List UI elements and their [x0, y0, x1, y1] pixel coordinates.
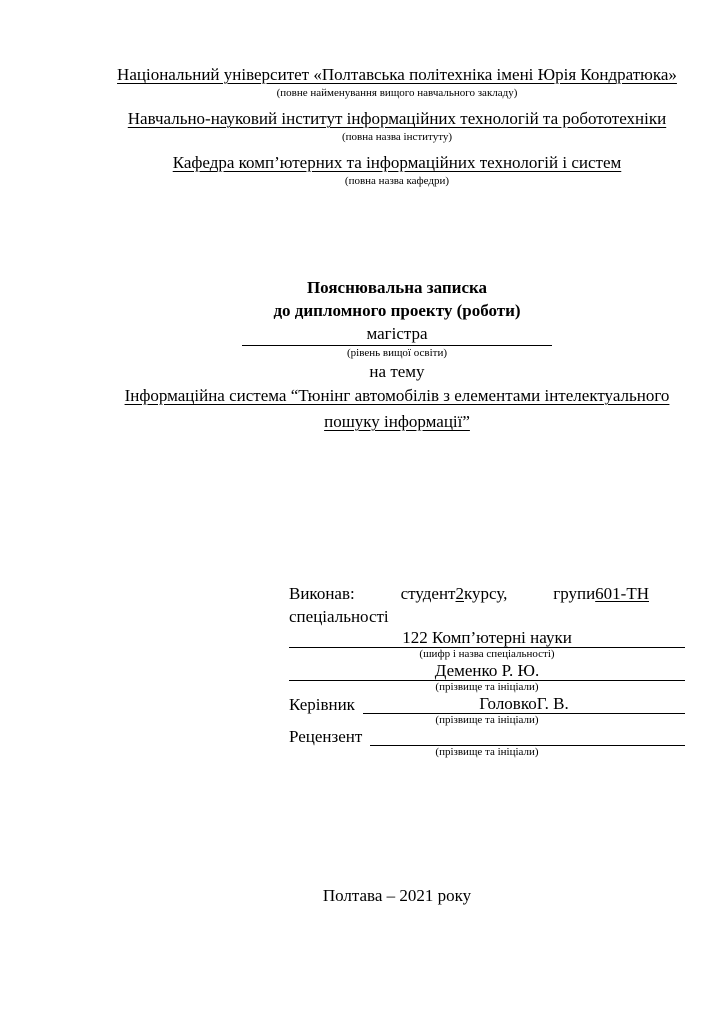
reviewer-caption: (прізвище та ініціали): [435, 746, 539, 758]
specialty-value-line: [289, 628, 685, 648]
group-number: 601-ТН: [595, 584, 649, 603]
reviewer-label: Рецензент: [289, 727, 363, 746]
institution-header: [103, 64, 691, 196]
specialty-caption: (шифр і назва спеціальності): [419, 648, 555, 660]
group: [553, 582, 649, 605]
footer: [103, 884, 691, 907]
university-name: Національний університет «Полтавська політехніка імені Юрія Кондратюка»: [117, 65, 677, 84]
student-label: студент: [400, 584, 456, 603]
university-caption: (повне найменування вищого навчального закладу): [276, 87, 518, 99]
course-suffix: курсу,: [463, 584, 508, 603]
doc-title-line2: до дипломного проекту (роботи): [273, 301, 521, 320]
supervisor-name-line: [363, 694, 685, 714]
student-course: [401, 582, 508, 605]
reviewer-row: [289, 727, 685, 746]
topic-label: на тему: [369, 362, 425, 381]
institute-name: Навчально-науковий інститут інформаційних технологій та робототехніки: [127, 109, 667, 128]
degree-caption: (рівень вищої освіти): [346, 347, 447, 359]
degree-value: магістра: [242, 322, 552, 346]
department-caption: (повна назва кафедри): [344, 175, 450, 187]
executor-line: [289, 582, 649, 605]
department-name: Кафедра комп’ютерних та інформаційних технологій і систем: [172, 153, 622, 172]
supervisor-name: ГоловкоГ. В.: [479, 694, 569, 713]
topic-line1: Інформаційна система “Тюнінг автомобілів з елементами інтелектуального: [124, 386, 670, 405]
title-block: [103, 276, 691, 435]
specialty-value: 122 Комп’ютерні науки: [402, 628, 572, 647]
student-name: Деменко Р. Ю.: [434, 661, 540, 680]
student-name-caption: (прізвище та ініціали): [435, 681, 539, 693]
performed-label: Виконав:: [289, 584, 355, 603]
degree-row: [103, 322, 691, 346]
supervisor-caption: (прізвище та ініціали): [435, 714, 539, 726]
student-name-line: [289, 661, 685, 681]
city-year-text: Полтава – 2021 року: [322, 886, 472, 905]
doc-title-line1: Пояснювальна записка: [306, 278, 488, 297]
supervisor-row: [289, 694, 685, 714]
specialty-label: спеціальності: [289, 607, 389, 626]
topic-line2: пошуку інформації”: [324, 412, 470, 431]
supervisor-label: Керівник: [289, 695, 355, 714]
course-number: 2: [455, 584, 464, 603]
executor-block: [289, 582, 685, 759]
group-label: групи: [553, 584, 596, 603]
institute-caption: (повна назва інституту): [341, 131, 453, 143]
